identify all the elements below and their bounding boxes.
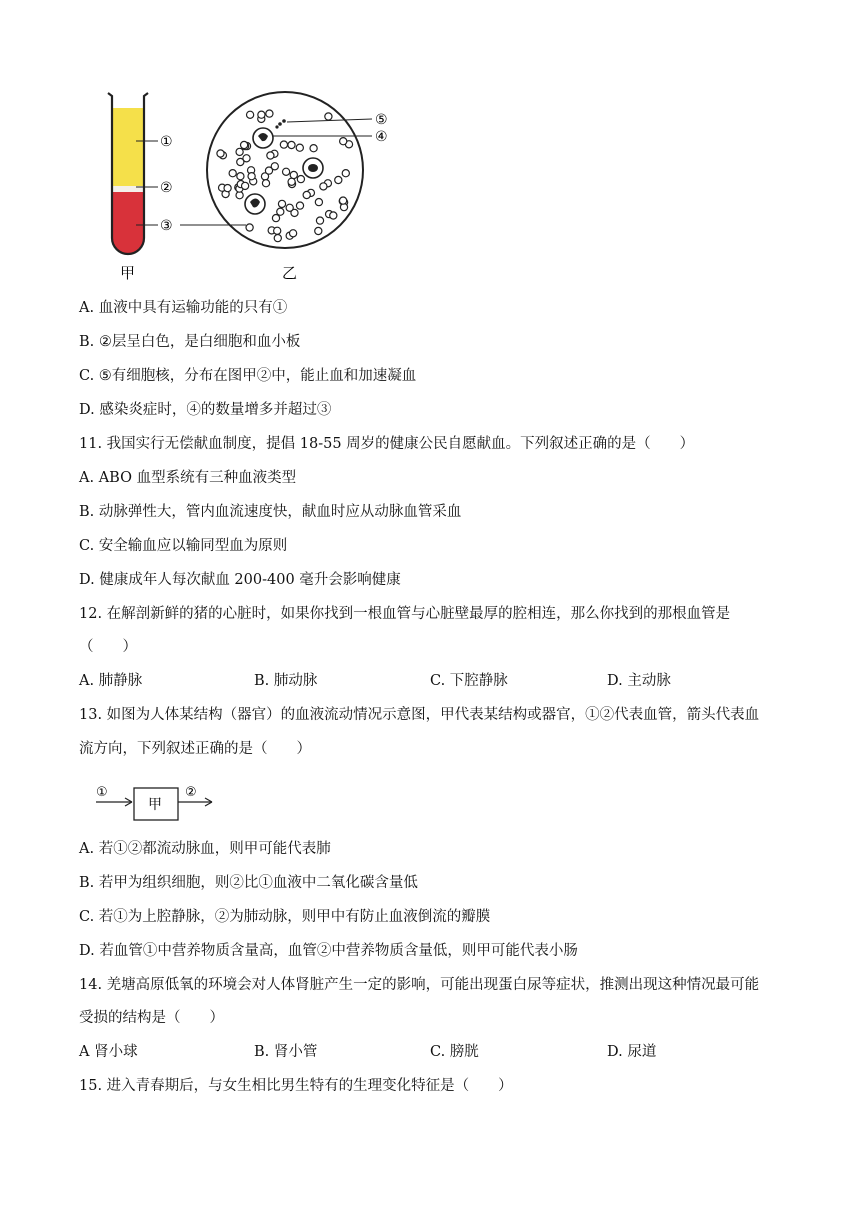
red-blood-cell <box>286 204 293 211</box>
q11-option-a: A. ABO 血型系统有三种血液类型 <box>79 470 297 486</box>
red-blood-cell <box>320 183 327 190</box>
red-blood-cell <box>315 199 322 206</box>
red-blood-cell <box>274 227 281 234</box>
tube-label-1: ① <box>160 134 173 150</box>
red-blood-cell <box>342 170 349 177</box>
q11-option-c: C. 安全输血应以输同型血为原则 <box>79 538 288 554</box>
red-blood-cell <box>288 178 295 185</box>
red-blood-cell <box>280 141 287 148</box>
red-blood-cell <box>316 217 323 224</box>
red-blood-cell <box>290 230 297 237</box>
red-blood-cell <box>340 197 347 204</box>
q10-option-a: A. 血液中具有运输功能的只有① <box>79 300 288 316</box>
red-blood-cell <box>330 212 337 219</box>
red-blood-cell <box>224 185 231 192</box>
red-blood-cell <box>303 191 310 198</box>
q14-stem-line1: 14. 羌塘高原低氧的环境会对人体肾脏产生一定的影响，可能出现蛋白尿等症状，推测出现这种情况最可能 <box>79 977 760 993</box>
q11-stem: 11. 我国实行无偿献血制度，提倡 18-55 周岁的健康公民自愿献血。下列叙述正确的是（ ） <box>79 436 695 452</box>
caption-jia: 甲 <box>120 264 136 282</box>
red-blood-cell <box>241 141 248 148</box>
q14-option-a: A 肾小球 <box>79 1044 138 1060</box>
plasma-layer <box>112 108 144 186</box>
red-blood-cell <box>242 182 249 189</box>
red-blood-cell <box>237 173 244 180</box>
q13-stem-line1: 13. 如图为人体某结构（器官）的血液流动情况示意图，甲代表某结构或器官，①②代表血管，箭头代表血 <box>79 707 760 723</box>
red-cell-layer <box>112 192 144 254</box>
red-blood-cell <box>296 202 303 209</box>
red-blood-cell <box>258 111 265 118</box>
red-blood-cell <box>236 148 243 155</box>
red-blood-cell <box>340 138 347 145</box>
diagram-box-label: 甲 <box>148 797 162 813</box>
q10-option-b: B. ②层呈白色，是白细胞和血小板 <box>79 334 301 350</box>
q10-option-c: C. ⑤有细胞核，分布在图甲②中，能止血和加速凝血 <box>79 368 417 384</box>
red-blood-cell <box>267 152 274 159</box>
red-blood-cell <box>288 141 295 148</box>
q12-stem-line1: 12. 在解剖新鲜的猪的心脏时，如果你找到一根血管与心脏壁最厚的腔相连，那么你找到的那根血管是 <box>79 606 731 622</box>
red-blood-cell <box>274 235 281 242</box>
red-blood-cell <box>265 167 272 174</box>
wbc-nucleus <box>308 164 318 172</box>
red-blood-cell <box>217 150 224 157</box>
red-blood-cell <box>297 176 304 183</box>
caption-yi: 乙 <box>282 264 298 282</box>
red-blood-cell <box>266 110 273 117</box>
q11-option-b: B. 动脉弹性大，管内血流速度快，献血时应从动脉血管采血 <box>79 504 462 520</box>
q14-option-b: B. 肾小管 <box>254 1044 318 1060</box>
q14-option-c: C. 膀胱 <box>430 1044 479 1060</box>
q13-option-d: D. 若血管①中营养物质含量高，血管②中营养物质含量低，则甲可能代表小肠 <box>79 943 578 959</box>
red-blood-cell <box>335 176 342 183</box>
q12-stem-line2: （ ） <box>79 639 137 655</box>
q12-option-c: C. 下腔静脉 <box>430 673 508 689</box>
red-blood-cell <box>296 144 303 151</box>
q14-option-d: D. 尿道 <box>607 1044 657 1060</box>
red-blood-cell <box>277 208 284 215</box>
red-blood-cell <box>237 158 244 165</box>
test-tube <box>108 93 173 282</box>
q10-option-d: D. 感染炎症时，④的数量增多并超过③ <box>79 402 332 418</box>
red-blood-cell <box>283 168 290 175</box>
circle-label-5: ⑤ <box>375 112 388 128</box>
q13-option-b: B. 若甲为组织细胞，则②比①血液中二氧化碳含量低 <box>79 875 418 891</box>
tube-label-3: ③ <box>160 218 173 234</box>
circle-label-4: ④ <box>375 129 388 145</box>
q12-option-b: B. 肺动脉 <box>254 673 318 689</box>
diagram-in-label: ① <box>96 785 108 800</box>
red-blood-cell <box>248 173 255 180</box>
q13-option-a: A. 若①②都流动脉血，则甲可能代表肺 <box>79 841 331 857</box>
red-blood-cell <box>278 200 285 207</box>
q13-flow-diagram <box>90 780 230 830</box>
blood-smear <box>180 92 388 282</box>
red-blood-cell <box>315 227 322 234</box>
q13-stem-line2: 流方向，下列叙述正确的是（ ） <box>79 741 311 757</box>
q15-stem: 15. 进入青春期后，与女生相比男生特有的生理变化特征是（ ） <box>79 1078 513 1094</box>
red-blood-cell <box>325 113 332 120</box>
red-blood-cell <box>247 111 254 118</box>
red-blood-cell <box>290 171 297 178</box>
red-blood-cell <box>246 224 253 231</box>
q12-option-d: D. 主动脉 <box>607 673 671 689</box>
red-blood-cell <box>262 180 269 187</box>
red-blood-cell <box>310 145 317 152</box>
tube-label-2: ② <box>160 180 173 196</box>
red-blood-cell <box>229 170 236 177</box>
q11-option-d: D. 健康成年人每次献血 200-400 毫升会影响健康 <box>79 572 401 588</box>
blood-figure <box>0 0 860 290</box>
diagram-out-label: ② <box>185 785 197 800</box>
q13-option-c: C. 若①为上腔静脉，②为肺动脉，则甲中有防止血液倒流的瓣膜 <box>79 909 491 925</box>
red-blood-cell <box>272 215 279 222</box>
q14-stem-line2: 受损的结构是（ ） <box>79 1010 224 1026</box>
q12-option-a: A. 肺静脉 <box>79 673 143 689</box>
